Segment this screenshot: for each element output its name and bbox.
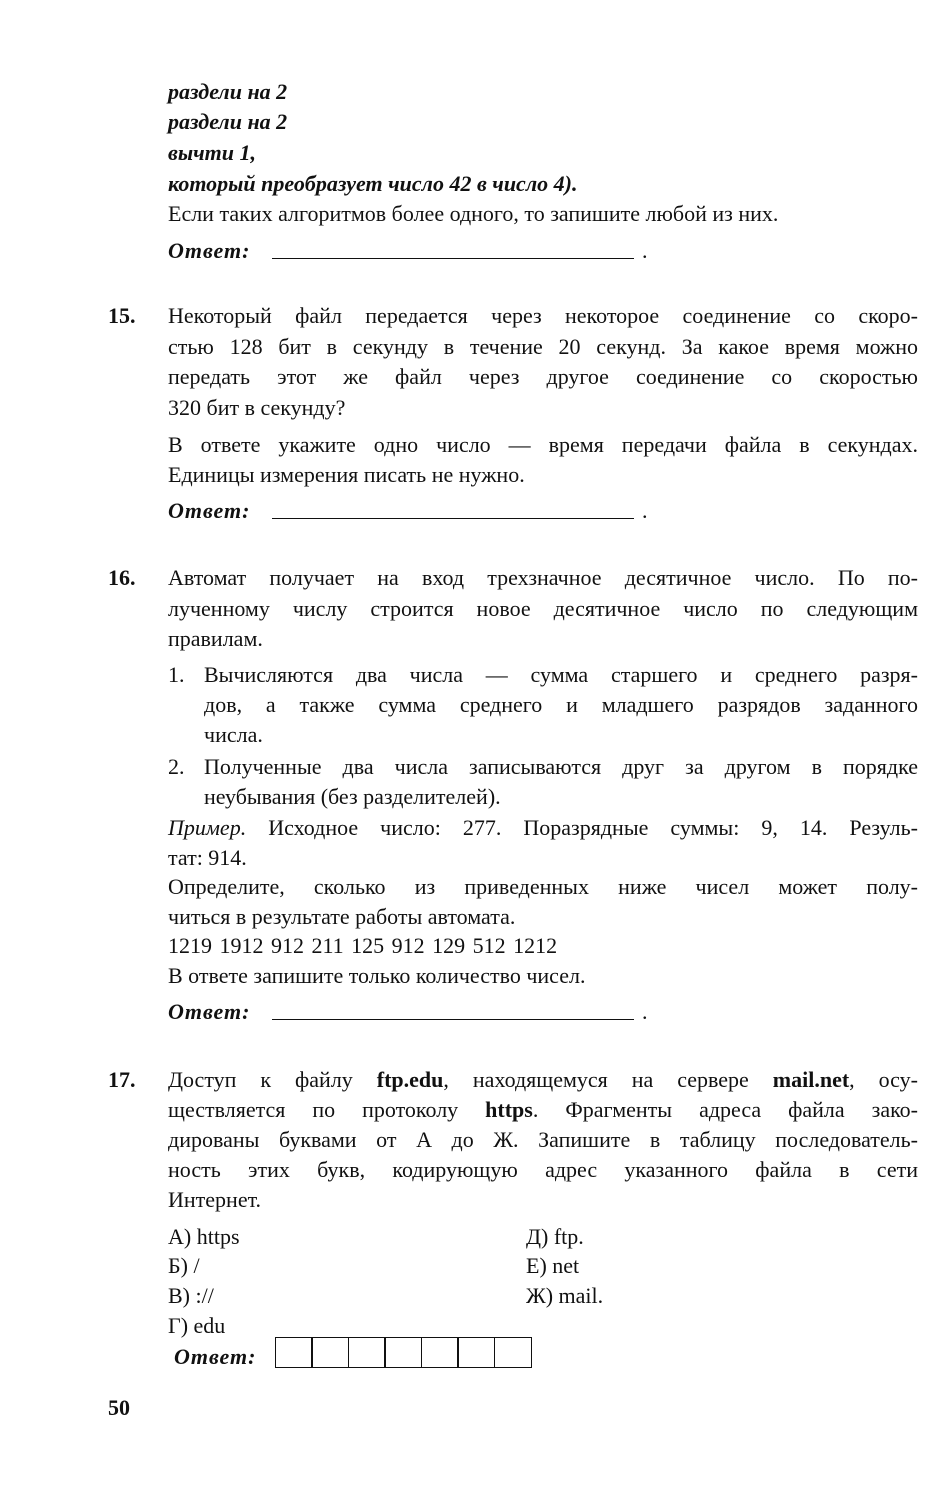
answer-label: Ответ: xyxy=(168,999,251,1024)
intro-line: который преобразует число 42 в число 4). xyxy=(168,171,578,196)
rule-text: числа. xyxy=(204,722,263,747)
question-text: правилам. xyxy=(168,626,263,651)
option-g: Г) edu xyxy=(168,1313,226,1338)
intro-line: раздели на 2 xyxy=(168,79,288,104)
text-run: Доступ к файлу xyxy=(168,1067,377,1092)
answer-cell[interactable] xyxy=(384,1337,422,1368)
rule-item xyxy=(168,660,918,752)
intro-line: раздели на 2 xyxy=(168,109,288,134)
answer-cell[interactable] xyxy=(457,1337,495,1368)
question-text: 320 бит в секунду? xyxy=(168,395,346,420)
option-a: А) https xyxy=(168,1224,240,1249)
option-e: Е) net xyxy=(526,1253,580,1278)
example-line: тат: 914. xyxy=(168,845,247,870)
rule-text: дов, а также сумма среднего и младшего разрядов заданного xyxy=(204,692,918,717)
protocol-name: https xyxy=(485,1097,533,1122)
question-number: 15. xyxy=(108,303,136,328)
question-number: 17. xyxy=(108,1067,136,1092)
answer-field[interactable] xyxy=(272,1019,634,1020)
text-run: . Фрагменты адреса файла зако- xyxy=(532,1097,918,1122)
number-list: 1219 1912 912 211 125 912 129 512 1212 xyxy=(168,933,558,958)
example-text: Исходное число: 277. Поразрядные суммы: 9, 14. Резуль- xyxy=(246,815,918,840)
rule-text: Полученные два числа записываются друг за другом в порядке xyxy=(204,754,918,779)
answer-row-16 xyxy=(168,997,648,1027)
option-b: Б) / xyxy=(168,1253,200,1278)
answer-row-15 xyxy=(168,496,648,526)
example-line xyxy=(168,813,918,843)
text-run: , находящемуся на сервере xyxy=(443,1067,773,1092)
answer-row-14 xyxy=(168,236,648,266)
question-text: Автомат получает на вход трехзначное десятичное число. По по- xyxy=(168,565,918,590)
question-text: передать этот же файл через другое соединение со скоростью xyxy=(168,364,918,389)
question-text: ность этих букв, кодирующую адрес указанного файла в сети xyxy=(168,1157,918,1182)
question-text: дированы буквами от А до Ж. Запишите в таблицу последователь- xyxy=(168,1127,918,1152)
file-name: ftp.edu xyxy=(376,1067,444,1092)
task-text: Определите, сколько из приведенных ниже чисел может полу- xyxy=(168,874,918,899)
example-label: Пример. xyxy=(168,815,247,840)
answer-label: Ответ: xyxy=(168,498,251,523)
answer-field[interactable] xyxy=(272,258,634,259)
page-number: 50 xyxy=(108,1395,130,1420)
option-d: Д) ftp. xyxy=(526,1224,584,1249)
answer-field[interactable] xyxy=(272,518,634,519)
answer-cell[interactable] xyxy=(275,1337,313,1368)
question-hint: Единицы измерения писать не нужно. xyxy=(168,462,525,487)
answer-label: Ответ: xyxy=(168,238,251,263)
text-run: ществляется по протоколу xyxy=(168,1097,486,1122)
answer-cells xyxy=(276,1337,532,1368)
intro-note: Если таких алгоритмов более одного, то запишите любой из них. xyxy=(168,201,779,226)
question-text: стью 128 бит в секунду в течение 20 секунд. За какое время можно xyxy=(168,334,918,359)
rule-text: Вычисляются два числа — сумма старшего и среднего разря- xyxy=(204,662,918,687)
option-v: В) :// xyxy=(168,1283,214,1308)
answer-cell[interactable] xyxy=(494,1337,532,1368)
rule-number: 1. xyxy=(168,662,185,687)
task-text: читься в результате работы автомата. xyxy=(168,904,516,929)
question-text: Некоторый файл передается через некоторое соединение со скоро- xyxy=(168,303,918,328)
rule-text: неубывания (без разделителей). xyxy=(204,784,501,809)
question-text xyxy=(168,1095,918,1125)
answer-dot: . xyxy=(642,238,648,263)
question-text: лученному числу строится новое десятичное число по следующим xyxy=(168,596,918,621)
answer-label: Ответ: xyxy=(174,1344,257,1369)
option-zh: Ж) mail. xyxy=(526,1283,604,1308)
question-text xyxy=(168,1065,918,1095)
answer-dot: . xyxy=(642,999,648,1024)
answer-cell[interactable] xyxy=(348,1337,386,1368)
rule-item xyxy=(168,752,918,814)
question-number: 16. xyxy=(108,565,136,590)
intro-line: вычти 1, xyxy=(168,140,256,165)
rule-number: 2. xyxy=(168,754,185,779)
answer-cell[interactable] xyxy=(311,1337,349,1368)
answer-cell[interactable] xyxy=(421,1337,459,1368)
server-name: mail.net xyxy=(772,1067,850,1092)
answer-dot: . xyxy=(642,498,648,523)
question-text: Интернет. xyxy=(168,1187,262,1212)
question-hint: В ответе укажите одно число — время передачи файла в секундах. xyxy=(168,432,918,457)
text-run: , осу- xyxy=(849,1067,918,1092)
instruction-text: В ответе запишите только количество чисел. xyxy=(168,963,586,988)
